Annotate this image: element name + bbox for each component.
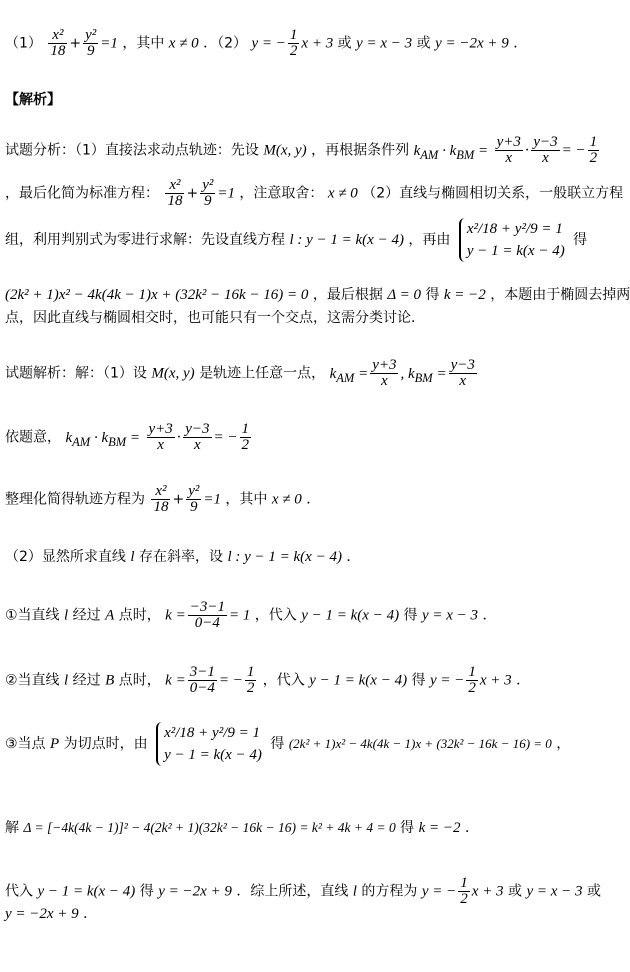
case3-text-c: 得: [270, 736, 285, 752]
solution-text-7: 存在斜率，设: [139, 549, 223, 565]
solution-line-eq: l : y − 1 = k(x − 4): [227, 549, 342, 565]
case2-end: ．: [516, 672, 531, 689]
answer-or-1: 或: [337, 35, 352, 52]
final-end: ．: [83, 906, 98, 922]
disc-text-1: 解: [5, 820, 19, 836]
answer-part1-label: （1）: [5, 35, 42, 52]
final-sub: y − 1 = k(x − 4): [37, 883, 136, 900]
case3-system: [156, 722, 262, 766]
solution-text-4: 整理化简得轨迹方程为: [5, 491, 145, 508]
case2-l: l: [64, 672, 69, 689]
analysis-line-3: [5, 218, 625, 262]
analysis-k: k = −2: [443, 287, 486, 303]
answer-line1-frac: $\frac{1}{2}$: [289, 27, 298, 59]
answer-line: （1） $\frac{\text{x²}}{18}$ + $\frac{\text{y²}}{9}$ =1 ，其中 x ≠ 0 ．（2） y = − $\frac{1}{2}$ x + 3 或 y = x − 3 或 y = −2x + 9 ．: [5, 27, 528, 59]
case1-l: l: [64, 607, 69, 624]
point-b: B: [105, 672, 115, 689]
answer-or-2: 或: [416, 35, 431, 52]
analysis-text-4: ，注意取舍：: [239, 185, 324, 202]
solution-text-2: 是轨迹上任意一点，: [199, 365, 326, 382]
case-2: ②当直线 l 经过 B 点时， k = $\frac{3-1}{0-4}$ = − $\frac{1}{2}$ ，代入 y − 1 = k(x − 4) 得 y = − $\frac{1}{2}$ x + 3 ．: [5, 664, 531, 696]
analysis-text-9: ，最后根据: [312, 287, 383, 303]
answer-line2: y = x − 3: [356, 35, 413, 52]
analysis-text-6: 组，利用判别式为零进行求解：先设直线方程: [5, 232, 285, 248]
analysis-line-4: [5, 285, 630, 305]
analysis-text-2: ，再根据条件列: [311, 142, 410, 159]
solution-eq-frac1: $\frac{\text{x²}}{18}$: [153, 483, 169, 515]
case3-text-b: 为切点时，由: [63, 736, 148, 752]
final-text-1: 代入: [5, 883, 33, 900]
case2-k-frac: $\frac{3-1}{0-4}$: [189, 664, 215, 696]
disc-text-2: 得: [400, 820, 415, 836]
solution-period-1: ．: [306, 491, 321, 508]
analysis-line-2: ，最后化简为标准方程： $\frac{\text{x²}}{18}$ + $\frac{\text{y²}}{9}$ =1 ，注意取舍： x ≠ 0 （2）直线与椭圆相切关系，一般联立方程: [5, 177, 624, 209]
analysis-quadratic: (2k² + 1)x² − 4k(4k − 1)x + (32k² − 16k − 16) = 0: [5, 287, 309, 303]
final-or-1: 或: [508, 883, 523, 900]
case2-sub: y − 1 = k(x − 4): [309, 672, 408, 689]
analysis-text-5: （2）直线与椭圆相切关系，一般联立方程: [362, 185, 624, 202]
final-text-3: ．综上所述，直线: [236, 883, 349, 900]
case3-end: ，: [556, 736, 571, 752]
solution-prod-frac3: $\frac{1}{2}$: [241, 421, 250, 453]
solution-prod-frac2: $\frac{y-3}{x}$: [185, 421, 210, 453]
analysis-disc: Δ = 0: [387, 287, 421, 303]
analysis-sys-b: y − 1 = k(x − 4): [466, 243, 565, 259]
solution-text-6: （2）显然所求直线: [5, 549, 126, 565]
disc-end: ．: [464, 820, 479, 836]
final-half: $\frac{1}{2}$: [460, 875, 468, 907]
solution-point-m: M(x, y): [151, 365, 195, 382]
solution-line-2: 依题意， $k_{AM} \cdot k_{BM}$ = $\frac{y+3}{x}$ · $\frac{y-3}{x}$ = − $\frac{1}{2}$: [5, 421, 250, 453]
case1-text-b: 经过: [72, 607, 101, 624]
case1-text-c: 点时，: [118, 607, 161, 624]
case2-half: $\frac{1}{2}$: [246, 664, 255, 696]
answer-part2-label: ．（2）: [203, 35, 248, 52]
point-a: A: [105, 607, 115, 624]
answer-line3: y = −2x + 9: [435, 35, 509, 52]
slope-frac-1: $\frac{y+3}{x}$: [496, 134, 521, 166]
analysis-line-eq: l : y − 1 = k(x − 4): [289, 232, 404, 248]
slope-frac-3: $\frac{1}{2}$: [589, 134, 598, 166]
final-or-2: 或: [586, 883, 601, 900]
final-l: l: [352, 883, 357, 900]
solution-line-1: 试题解析：解：（1）设 M(x, y) 是轨迹上任意一点， $k_{AM}$ = $\frac{y+3}{x}$ , $k_{BM}$ = $\frac{y-3}{x}$: [5, 357, 475, 389]
analysis-cond: x ≠ 0: [327, 185, 358, 202]
analysis-text-3: ，最后化简为标准方程：: [5, 185, 159, 202]
case3-text-a: ③当点: [5, 736, 46, 752]
analysis-text-1: 试题分析：（1）直接法求动点轨迹：先设: [5, 142, 259, 159]
answer-comma: ，其中: [122, 35, 165, 52]
final-answer-3: y = −2x + 9: [5, 906, 79, 922]
final-result: y = −2x + 9: [158, 883, 232, 900]
point-p: P: [50, 736, 60, 752]
analysis-eq-frac2: $\frac{\text{y²}}{9}$: [202, 177, 214, 209]
case1-text-a: ①当直线: [5, 607, 60, 624]
answer-ellipse-eq: $\frac{\text{x²}}{18}$: [50, 27, 66, 59]
analysis-line-5: 点，因此直线与椭圆相交时，也可能只有一个交点，这需分类讨论.: [5, 310, 416, 326]
case1-sub: y − 1 = k(x − 4): [301, 607, 400, 624]
solution-line-4: [5, 547, 625, 567]
solution-cond: x ≠ 0: [271, 491, 302, 508]
point-m: M(x, y): [263, 142, 307, 159]
case3-quadratic: (2k² + 1)x² − 4k(4k − 1)x + (32k² − 16k − 16) = 0: [288, 736, 552, 751]
solution-prod-frac1: $\frac{y+3}{x}$: [148, 421, 173, 453]
analysis-text-8: 得: [573, 232, 588, 248]
final-line-1: 代入 y − 1 = k(x − 4) 得 y = −2x + 9 ．综上所述，直线 l 的方程为 y = − $\frac{1}{2}$ x + 3 或 y = x − 3 或: [5, 875, 601, 907]
solution-kam-frac: $\frac{y+3}{x}$: [372, 357, 397, 389]
answer-condition: x ≠ 0: [168, 35, 199, 52]
solution-eq-frac2: $\frac{\text{y²}}{9}$: [188, 483, 200, 515]
analysis-eq-frac1: $\frac{\text{x²}}{18}$: [167, 177, 183, 209]
case1-text-d: ，代入: [254, 607, 297, 624]
case2-text-a: ②当直线: [5, 672, 60, 689]
case2-text-d: ，代入: [262, 672, 305, 689]
analysis-header: 【解析】: [5, 92, 61, 108]
final-text-2: 得: [139, 883, 154, 900]
analysis-line-1: 试题分析：（1）直接法求动点轨迹：先设 M(x, y) ，再根据条件列 $k_{AM} \cdot k_{BM}$ = $\frac{y+3}{x}$ · $\frac{y-3}{x}$ = − $\frac{1}{2}$: [5, 134, 598, 166]
case3-sys-a: x²/18 + y²/9 = 1: [164, 725, 260, 741]
solution-l: l: [130, 549, 135, 565]
analysis-text-11: ，本题由于椭圆去掉两: [490, 287, 630, 303]
slope-frac-2: $\frac{y-3}{x}$: [533, 134, 558, 166]
solution-text-3: 依题意，: [5, 429, 61, 446]
case2-text-e: 得: [411, 672, 426, 689]
case-1: ①当直线 l 经过 A 点时， k = $\frac{-3-1}{0-4}$ = 1 ，代入 y − 1 = k(x − 4) 得 y = x − 3 ．: [5, 599, 497, 631]
case2-res-frac: $\frac{1}{2}$: [468, 664, 476, 696]
solution-kbm-frac: $\frac{y-3}{x}$: [450, 357, 475, 389]
case-3: [5, 722, 625, 766]
analysis-system: [459, 218, 565, 262]
answer-end: ．: [513, 35, 528, 52]
discriminant-line: [5, 818, 625, 838]
disc-k: k = −2: [418, 820, 461, 836]
solution-line-3: 整理化简得轨迹方程为 $\frac{\text{x²}}{18}$ + $\frac{\text{y²}}{9}$ =1 ，其中 x ≠ 0 ．: [5, 483, 321, 515]
disc-equation: Δ = [−4k(4k − 1)]² − 4(2k² + 1)(32k² − 16k − 16) = k² + 4k + 4 = 0: [23, 820, 396, 835]
case1-result: y = x − 3: [421, 607, 479, 624]
case1-text-e: 得: [403, 607, 418, 624]
solution-text-1: 试题解析：解：（1）设: [5, 365, 147, 382]
final-line-2: [5, 904, 625, 924]
solution-period-2: ．: [346, 549, 361, 565]
final-answer-2: y = x − 3: [526, 883, 583, 900]
case1-end: ．: [482, 607, 497, 624]
answer-ellipse-frac2: $\frac{\text{y²}}{9}$: [85, 27, 97, 59]
case3-sys-b: y − 1 = k(x − 4): [164, 747, 262, 763]
analysis-sys-a: x²/18 + y²/9 = 1: [466, 221, 563, 237]
solution-text-5: ，其中: [225, 491, 268, 508]
final-text-4: 的方程为: [361, 883, 418, 900]
case2-text-c: 点时，: [118, 672, 161, 689]
analysis-text-7: ，再由: [408, 232, 451, 248]
case2-text-b: 经过: [72, 672, 101, 689]
case1-k-frac: $\frac{-3-1}{0-4}$: [189, 599, 225, 631]
analysis-text-10: 得: [425, 287, 440, 303]
